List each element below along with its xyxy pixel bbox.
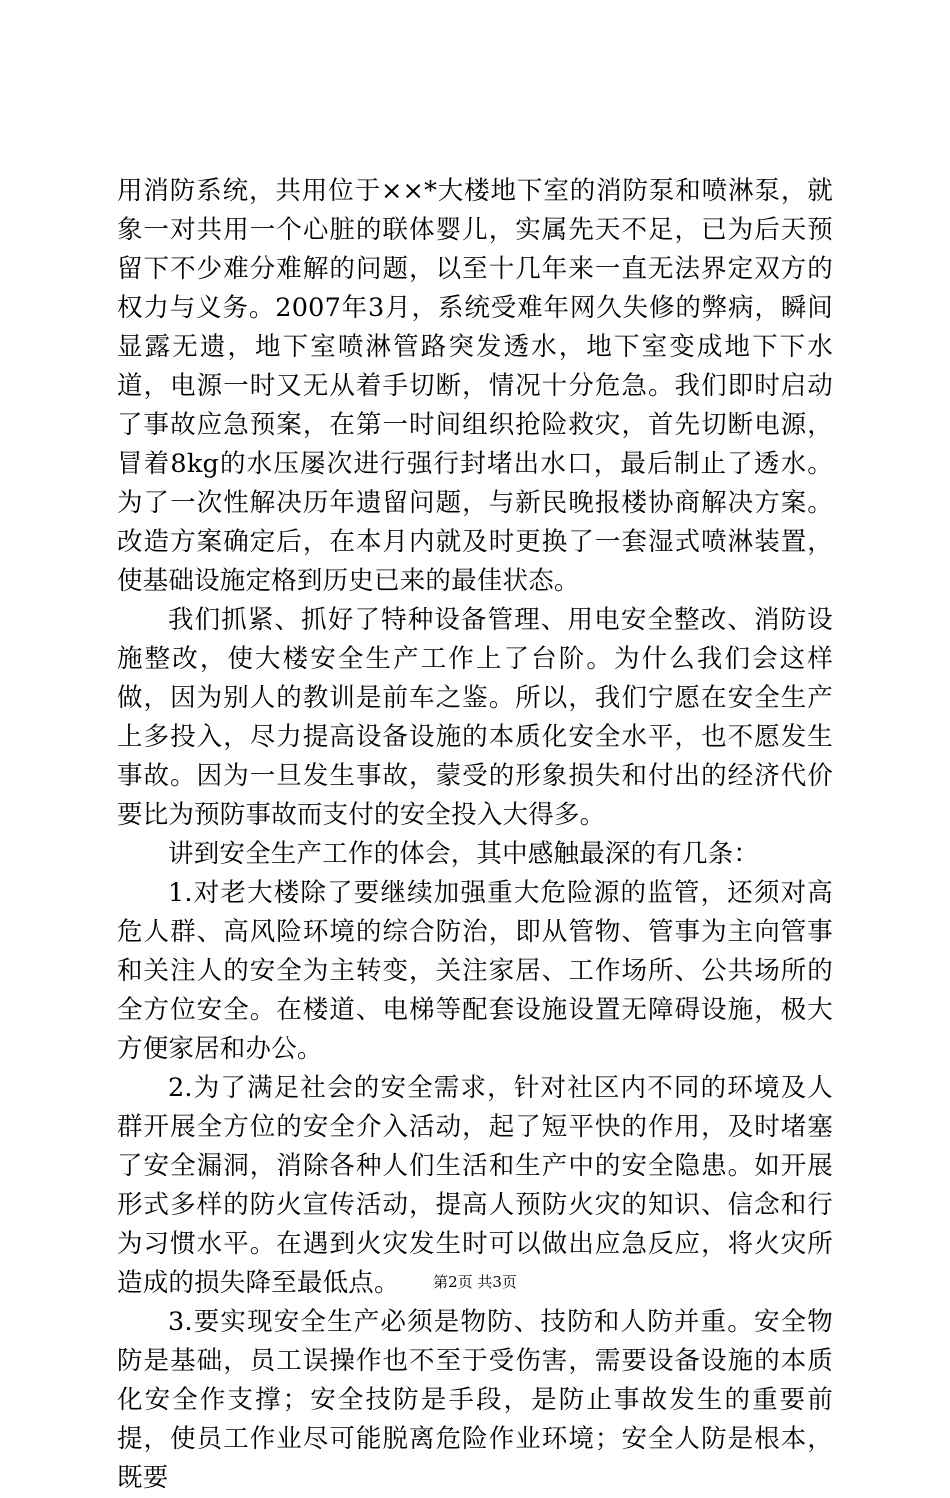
paragraph-6: 3.要实现安全生产必须是物防、技防和人防并重。安全物防是基础，员工误操作也不至于受伤害，需要设备设施的本质化安全作支撑；安全技防是手段，是防止事故发生的重要前提，使员工作业尽可能脱离危险作业环境；安全人防是根本，既要 — [117, 1307, 833, 1493]
page-footer: 第2页 共3页 — [433, 1273, 517, 1291]
paragraph-4: 1.对老大楼除了要继续加强重大危险源的监管，还须对高危人群、高风险环境的综合防治，即从管物、管事为主向管事和关注人的安全为主转变，关注家居、工作场所、公共场所的全方位安全。在楼道、电梯等配套设施设置无障碍设施，极大方便家居和办公。 — [117, 878, 833, 1064]
paragraph-2: 我们抓紧、抓好了特种设备管理、用电安全整改、消防设施整改，使大楼安全生产工作上了台阶。为什么我们会这样做，因为别人的教训是前车之鉴。所以，我们宁愿在安全生产上多投入，尽力提高设备设施的本质化安全水平，也不愿发生事故。因为一旦发生事故，蒙受的形象损失和付出的经济代价要比为预防事故而支付的安全投入大得多。 — [117, 605, 833, 830]
paragraph-1: 用消防系统，共用位于××*大楼地下室的消防泵和喷淋泵，就象一对共用一个心脏的联体婴儿，实属先天不足，已为后天预留下不少难分难解的问题，以至十几年来一直无法界定双方的权力与义务。2007年3月，系统受难年网久失修的弊病，瞬间显露无遗，地下室喷淋管路突发透水，地下室变成地下下水道，电源一时又无从着手切断，情况十分危急。我们即时启动了事故应急预案，在第一时间组织抢险救灾，首先切断电源，冒着8kg的水压屡次进行强行封堵出水口，最后制止了透水。为了一次性解决历年遗留问题，与新民晚报楼协商解决方案。改造方案确定后，在本月内就及时更换了一套湿式喷淋装置，使基础设施定格到历史已来的最佳状态。 — [117, 176, 833, 596]
document-body — [117, 172, 833, 1498]
paragraph-5: 2.为了满足社会的安全需求，针对社区内不同的环境及人群开展全方位的安全介入活动，起了短平快的作用，及时堵塞了安全漏洞，消除各种人们生活和生产中的安全隐患。如开展形式多样的防火宣传活动，提高人预防火灾的知识、信念和行为习惯水平。在遇到火灾发生时可以做出应急反应，将火灾所造成的损失降至最低点。 — [117, 1073, 833, 1298]
paragraph-3: 讲到安全生产工作的体会，其中感触最深的有几条： — [168, 839, 760, 869]
